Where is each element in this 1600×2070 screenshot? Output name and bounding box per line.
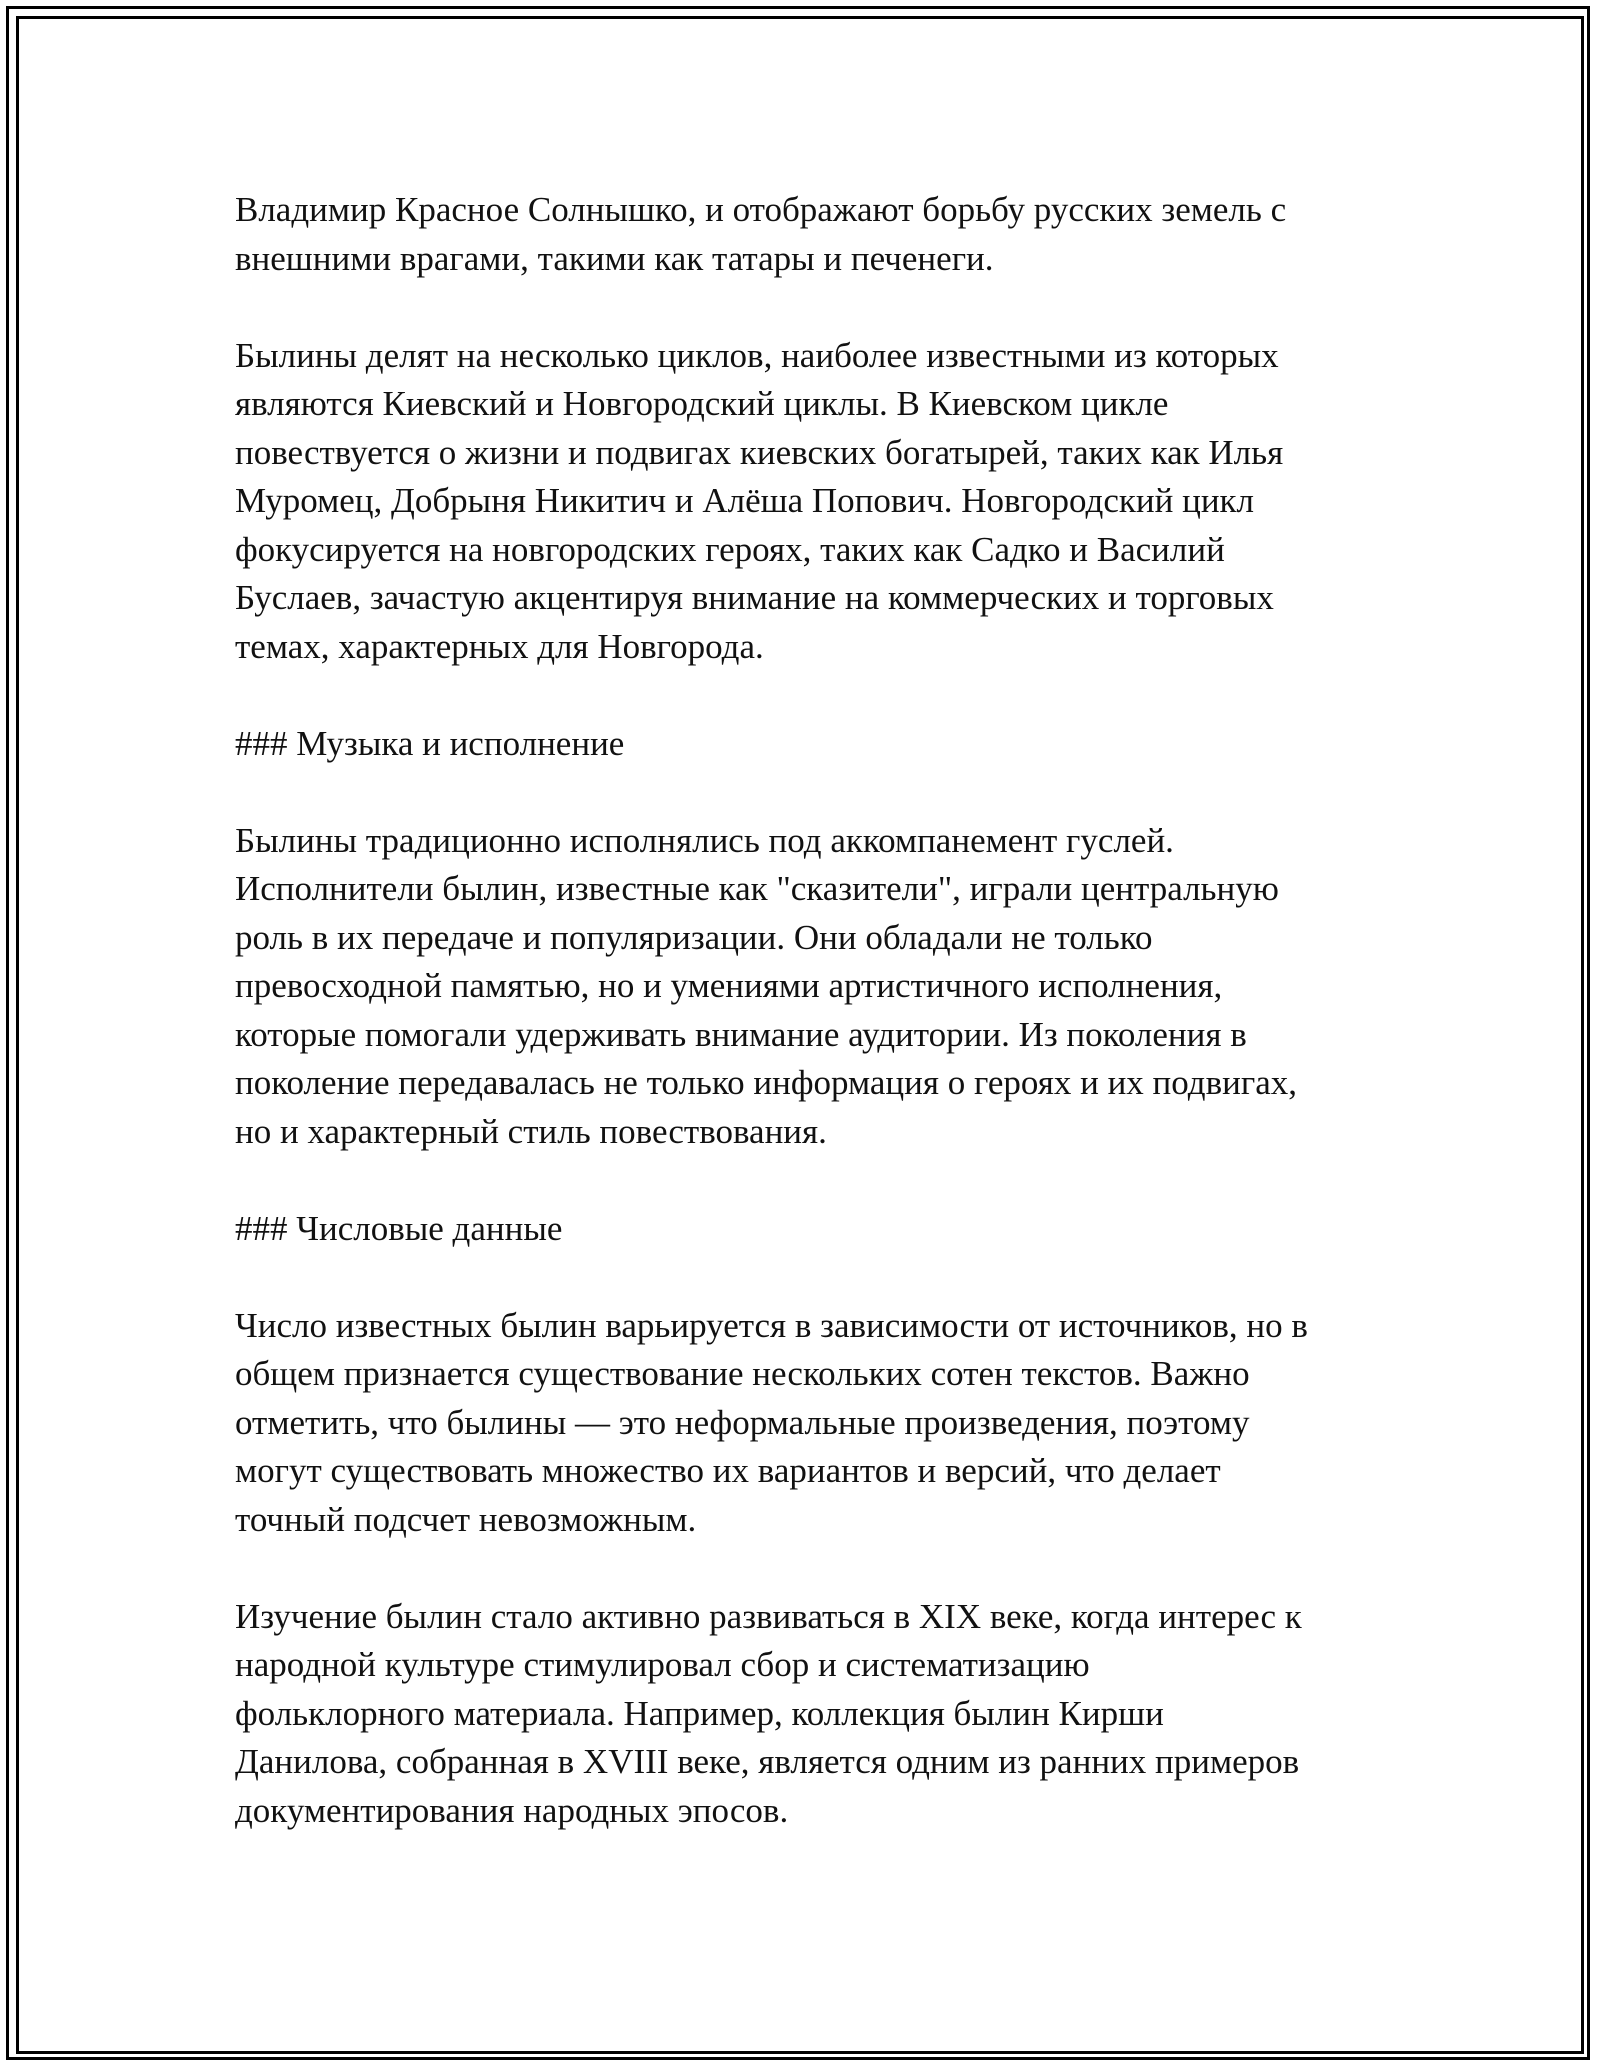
text-line: фокусируется на новгородских героях, таких как Садко и Василий [235,529,1225,569]
text-line: которые помогали удерживать внимание аудитории. Из поколения в [235,1014,1247,1054]
text-line: Былины делят на несколько циклов, наиболее известными из которых [235,335,1279,375]
text-line: поколение передавалась не только информация о героях и их подвигах, [235,1063,1297,1102]
text-line: народной культуре стимулировал сбор и систематизацию [235,1645,1090,1684]
text-line: Владимир Красное Солнышко, и отображают борьбу русских земель с [235,190,1287,229]
section-heading-music [235,720,1375,769]
section-heading-numbers [235,1205,1375,1254]
text-line: фольклорного материала. Например, коллекция былин Кирши [235,1693,1164,1733]
text-line: внешними врагами, такими как татары и печенеги. [235,238,994,278]
text-line: роль в их передаче и популяризации. Они обладали не только [235,917,1153,957]
text-line: Данилова, собранная в XVIII веке, является одним из ранних примеров [235,1742,1300,1781]
text-line: но и характерный стиль повествования. [235,1111,827,1151]
text-line: общем признается существование нескольких сотен текстов. Важно [235,1354,1250,1393]
heading-text: ### Музыка и исполнение [235,723,625,763]
text-line: темах, характерных для Новгорода. [235,626,764,666]
text-line: могут существовать множество их вариантов и версий, что делает [235,1451,1221,1490]
heading-text: ### Числовые данные [235,1208,563,1248]
text-line: отметить, что былины — это неформальные произведения, поэтому [235,1402,1250,1442]
paragraph-study-history [235,1593,1375,1836]
text-line: Муромец, Добрыня Никитич и Алёша Попович. Новгородский цикл [235,481,1255,520]
text-line: Исполнители былин, известные как "сказители", играли центральную [235,869,1279,908]
text-line: документирования народных эпосов. [235,1790,789,1830]
paragraph-count [235,1302,1375,1545]
text-line: превосходной памятью, но и умениями артистичного исполнения, [235,966,1223,1005]
text-line: Буслаев, зачастую акцентируя внимание на коммерческих и торговых [235,578,1274,617]
text-line: Былины традиционно исполнялись под аккомпанемент гуслей. [235,820,1174,860]
paragraph-cycles [235,332,1375,672]
text-line: повествуется о жизни и подвигах киевских богатырей, таких как Илья [235,432,1284,472]
text-line: Число известных былин варьируется в зависимости от источников, но в [235,1305,1308,1345]
text-line: являются Киевский и Новгородский циклы. В Киевском цикле [235,384,1169,423]
paragraph-performance [235,817,1375,1157]
text-line: точный подсчет невозможным. [235,1499,697,1539]
document-body [235,186,1375,1884]
paragraph-intro-continuation [235,186,1375,283]
text-line: Изучение былин стало активно развиваться в XIX веке, когда интерес к [235,1596,1302,1636]
